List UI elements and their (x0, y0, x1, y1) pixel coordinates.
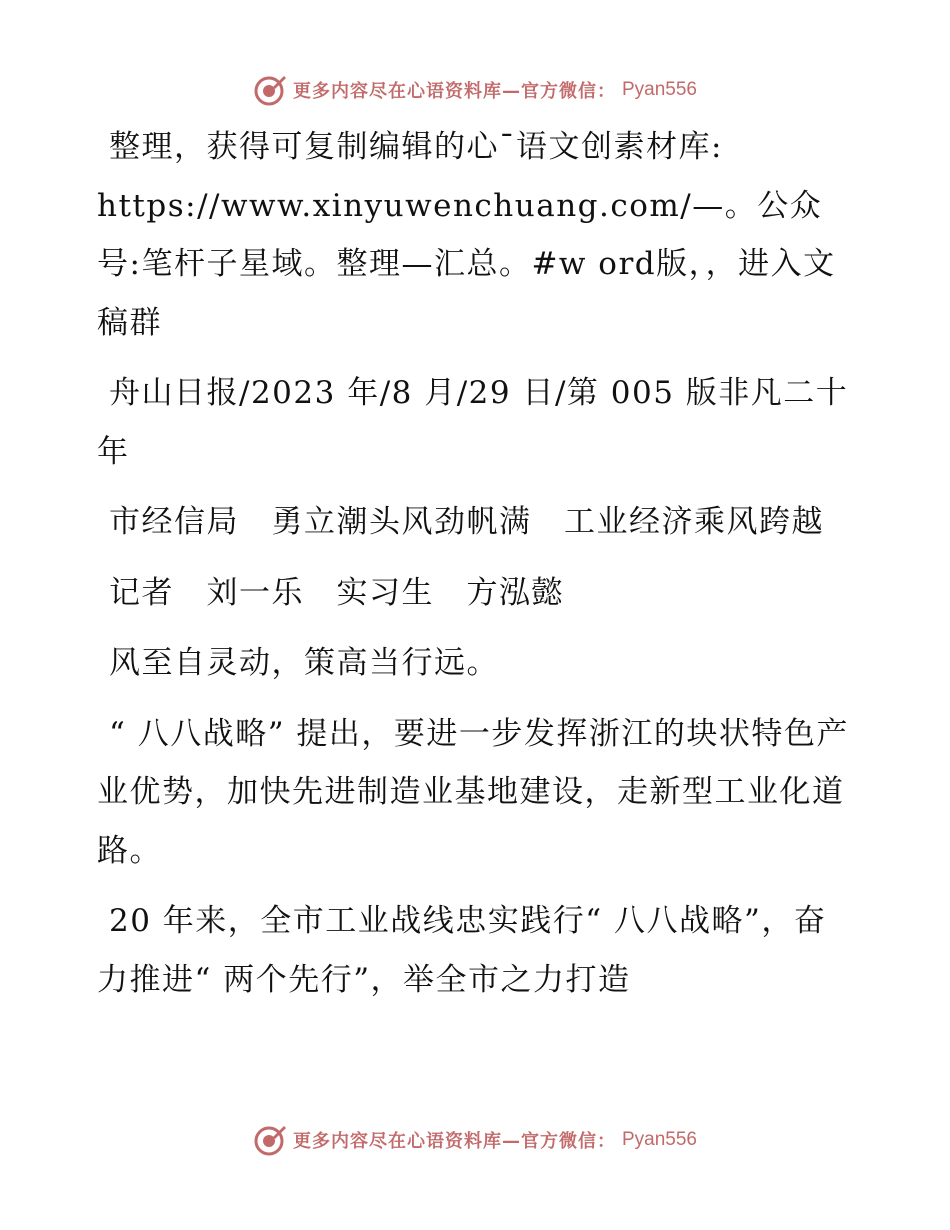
banner-text: 更多内容尽在心语资料库—官方微信： (292, 81, 616, 102)
paragraph: 整理，获得可复制编辑的心¯语文创素材库: (109, 129, 723, 165)
banner-wechat-id: Pyan556 (621, 1129, 697, 1150)
paragraph-source: 舟山日报/2023 年/8 月/29 日/第 005 版非凡二十年 (97, 375, 849, 470)
paragraph: 风至自灵动，策高当行远。 (109, 645, 499, 681)
banner-wechat-id: Pyan556 (621, 79, 697, 100)
paragraph: 20 年来，全市工业战线忠实践行“ 八八战略”，奋力推进“ 两个先行”，举全市之力打造 (97, 903, 827, 998)
brush-logo-icon (253, 73, 287, 107)
paragraph-url: https://www.xinyuwenchuang.com/—。公众号:笔杆子星域。整理—汇总。#w ord版，，进入文稿群 (97, 187, 836, 341)
document-body (97, 118, 857, 1021)
footer-banner (0, 1120, 950, 1160)
header-banner (0, 70, 950, 110)
paragraph-byline: 记者 刘一乐 实习生 方泓懿 (109, 574, 564, 611)
brush-logo-icon (253, 1123, 287, 1157)
paragraph: “ 八八战略” 提出，要进一步发挥浙江的块状特色产业优势，加快先进制造业基地建设，走新型工业化道路。 (97, 715, 849, 869)
banner-text: 更多内容尽在心语资料库—官方微信： (292, 1131, 616, 1152)
paragraph-headline: 市经信局 勇立潮头风劲帆满 工业经济乘风跨越 (109, 504, 824, 540)
